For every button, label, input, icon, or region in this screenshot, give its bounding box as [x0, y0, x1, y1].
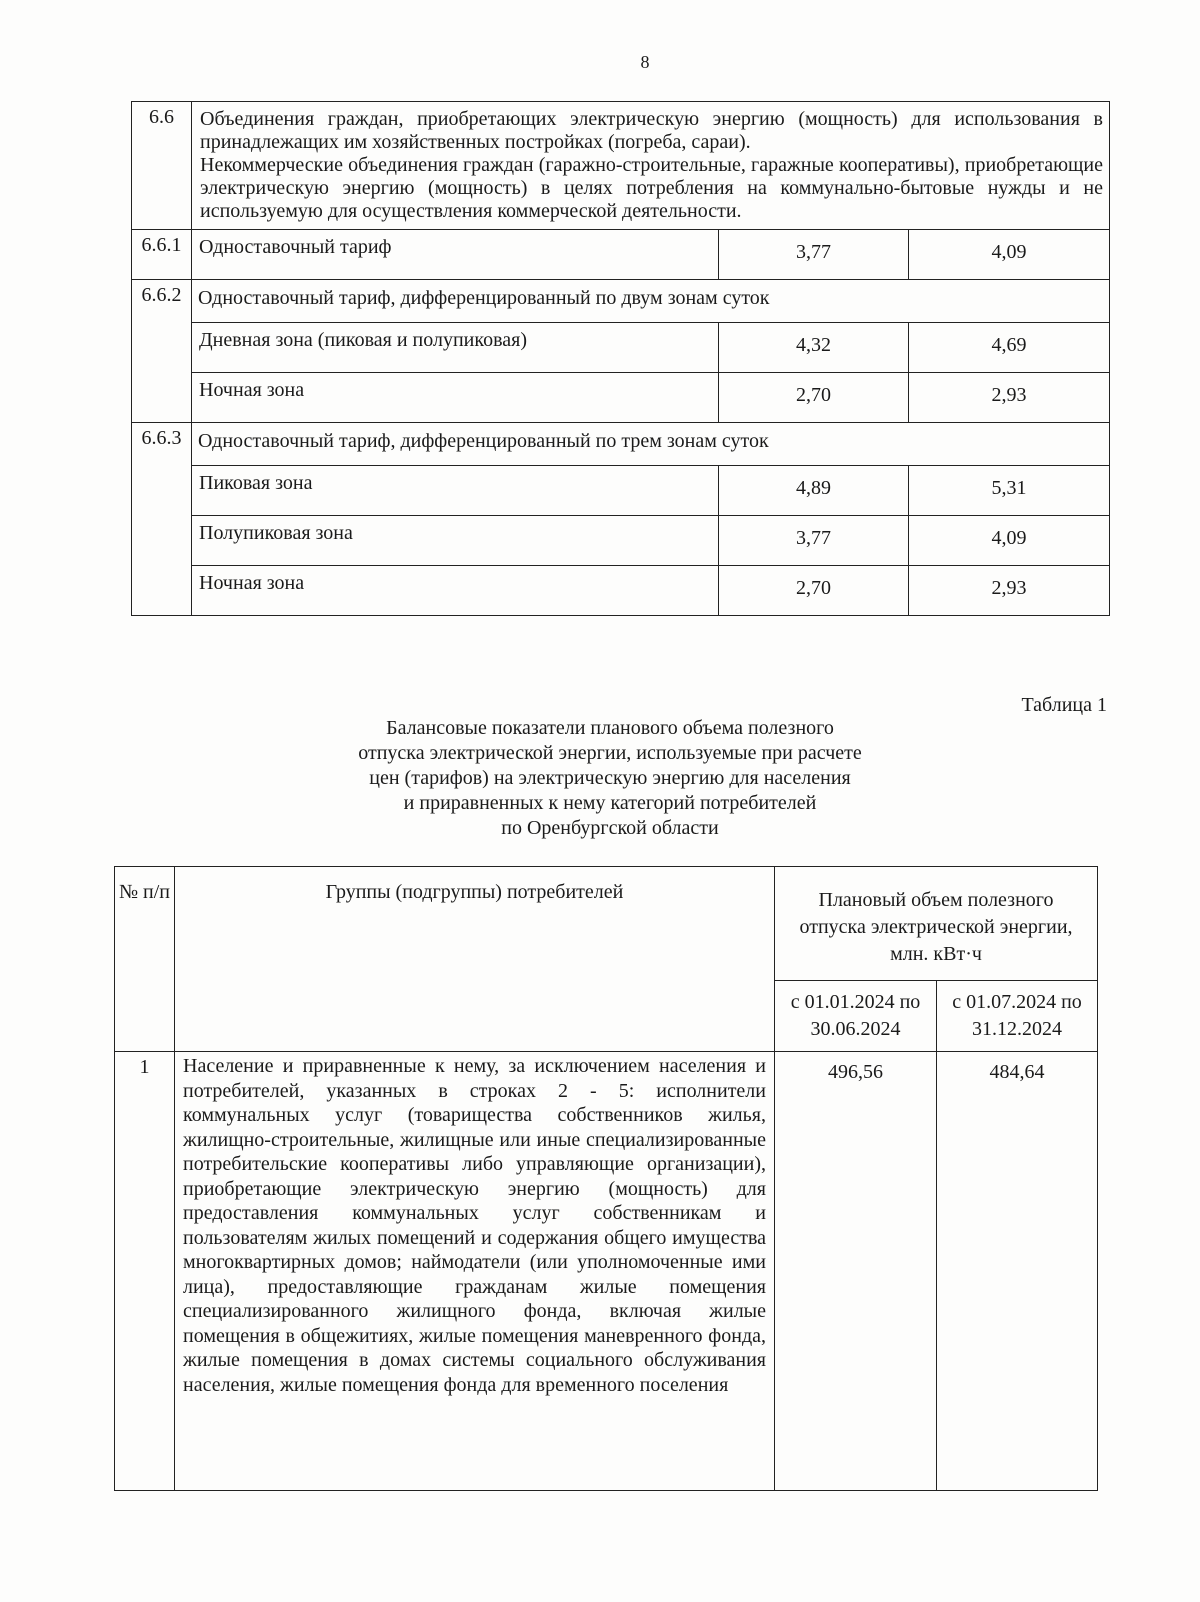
table-row — [132, 516, 1110, 566]
table-caption — [300, 716, 920, 841]
row-number: 6.6.3 — [132, 423, 192, 616]
row-number: 6.6.2 — [132, 280, 192, 423]
tariff-name: Одноставочный тариф, дифференцированный по двум зонам суток — [192, 280, 1110, 323]
volume-value-1: 496,56 — [775, 1052, 937, 1491]
tariff-value-2: 2,93 — [909, 566, 1110, 616]
table-row — [132, 323, 1110, 373]
tariff-value-1: 2,70 — [719, 373, 909, 423]
zone-name: Полупиковая зона — [192, 516, 719, 566]
caption-line: по Оренбургской области — [501, 817, 719, 839]
table-header-row — [115, 867, 1098, 981]
caption-line: и приравненных к нему категорий потребителей — [403, 792, 817, 814]
description-paragraph: Объединения граждан, приобретающих электрическую энергию (мощность) для использования в принадлежащих им хозяйственных постройках (погреба, сараи). — [200, 108, 1103, 153]
tariff-name: Одноставочный тариф, дифференцированный по трем зонам суток — [192, 423, 1110, 466]
row-number: 1 — [115, 1052, 175, 1491]
section-description — [192, 102, 1110, 230]
zone-name: Ночная зона — [192, 566, 719, 616]
table-row — [115, 1052, 1098, 1491]
header-planned-volume: Плановый объем полезного отпуска электрической энергии, млн. кВт·ч — [775, 867, 1098, 981]
zone-name: Дневная зона (пиковая и полупиковая) — [192, 323, 719, 373]
tariff-value-2: 4,09 — [909, 516, 1110, 566]
header-number: № п/п — [115, 867, 175, 1052]
volume-value-2: 484,64 — [937, 1052, 1098, 1491]
tariff-value-2: 5,31 — [909, 466, 1110, 516]
tariff-value-1: 2,70 — [719, 566, 909, 616]
table-row — [132, 566, 1110, 616]
tariff-value-1: 4,89 — [719, 466, 909, 516]
tariff-name: Одноставочный тариф — [192, 230, 719, 280]
header-groups: Группы (подгруппы) потребителей — [175, 867, 775, 1052]
tariff-value-2: 4,09 — [909, 230, 1110, 280]
row-number: 6.6 — [132, 102, 192, 230]
table-row — [132, 230, 1110, 280]
table-row — [132, 102, 1110, 230]
page-number: 8 — [640, 52, 650, 72]
header-period-1: с 01.01.2024 по 30.06.2024 — [775, 981, 937, 1052]
zone-name: Ночная зона — [192, 373, 719, 423]
consumer-group-text: Население и приравненные к нему, за исключением населения и потребителей, указанных в строках 2 - 5: исполнители коммунальных услуг (товарищества собственников жилья, жилищно-строительные, жилищные или иные специализированные потребительские кооперативы либо управляющие организации), приобретающие электрическую энергию (мощность) для предоставления коммунальных услуг собственникам и пользователям жилых помещений и содержания общего имущества многоквартирных домов; наймодатели (или уполномоченные ими лица), предоставляющие гражданам жилые помещения специализированного жилищного фонда, включая жилые помещения в общежитиях, жилые помещения маневренного фонда, жилые помещения в домах системы социального обслуживания населения, жилые помещения фонда для временного поселения — [175, 1052, 775, 1491]
tariff-table — [131, 101, 1110, 616]
table-row — [132, 373, 1110, 423]
table-row — [132, 280, 1110, 323]
tariff-value-2: 2,93 — [909, 373, 1110, 423]
header-period-2: с 01.07.2024 по 31.12.2024 — [937, 981, 1098, 1052]
table-label: Таблица 1 — [1021, 694, 1107, 716]
tariff-value-1: 3,77 — [719, 230, 909, 280]
description-paragraph: Некоммерческие объединения граждан (гаражно-строительные, гаражные кооперативы), приобретающие электрическую энергию (мощность) в целях потребления на коммунально-бытовые нужды и не используемую для осуществления коммерческой деятельности. — [200, 154, 1103, 222]
caption-line: цен (тарифов) на электрическую энергию для населения — [369, 767, 851, 789]
tariff-value-2: 4,69 — [909, 323, 1110, 373]
zone-name: Пиковая зона — [192, 466, 719, 516]
table-row — [132, 466, 1110, 516]
tariff-value-1: 4,32 — [719, 323, 909, 373]
balance-table — [114, 866, 1098, 1491]
table-row — [132, 423, 1110, 466]
tariff-value-1: 3,77 — [719, 516, 909, 566]
row-number: 6.6.1 — [132, 230, 192, 280]
caption-line: отпуска электрической энергии, используемые при расчете — [358, 742, 862, 764]
caption-line: Балансовые показатели планового объема полезного — [386, 717, 834, 739]
